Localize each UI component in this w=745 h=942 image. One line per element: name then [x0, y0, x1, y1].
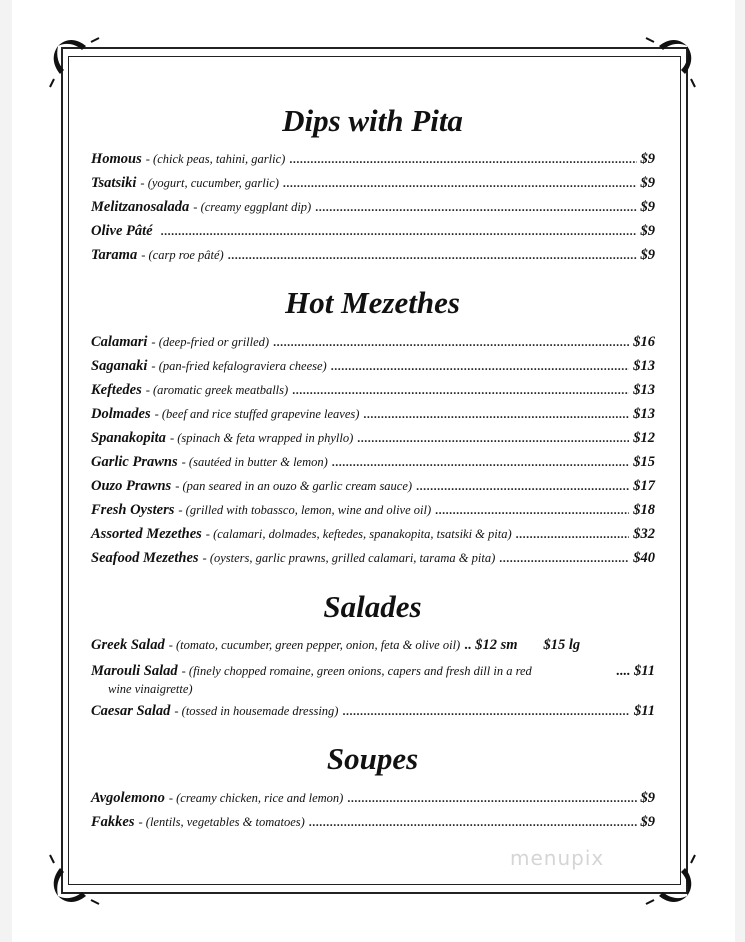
item-description: - (chick peas, tahini, garlic): [145, 152, 286, 166]
watermark: menupix: [510, 846, 605, 870]
leader-dots: [332, 451, 629, 473]
menu-item: [91, 196, 655, 218]
item-name: Marouli Salad: [91, 663, 178, 679]
menu-item: [91, 547, 655, 569]
item-description: - (tomato, cucumber, green pepper, onion, feta & olive oil): [168, 638, 461, 652]
leader-dots: [228, 244, 637, 266]
leader-dots: [315, 196, 636, 218]
menu-item: [91, 475, 655, 497]
item-price-small: $12 sm: [475, 637, 518, 653]
menu-item: [91, 787, 655, 809]
leader-dots: [357, 427, 629, 449]
menu-item: [91, 148, 655, 170]
item-name: Homous: [91, 151, 142, 167]
leader-dots: [342, 700, 630, 722]
leader-dots: ....: [616, 664, 631, 679]
leader-dots: [516, 523, 630, 545]
item-price: $13: [633, 406, 655, 422]
menu-item: [91, 220, 655, 242]
item-name: Spanakopita: [91, 430, 166, 446]
item-description: - (deep-fried or grilled): [151, 335, 270, 349]
corner-ornament-top-right: [629, 34, 699, 104]
corner-ornament-bottom-left: [46, 838, 116, 908]
leader-dots: [292, 379, 629, 401]
item-price: $17: [633, 478, 655, 494]
menu-item: [91, 634, 655, 656]
item-description-continued: wine vinaigrette): [108, 682, 193, 696]
item-price: $18: [633, 502, 655, 518]
item-name: Ouzo Prawns: [91, 478, 172, 494]
item-name: Melitzanosalada: [91, 199, 190, 215]
item-price: $32: [633, 526, 655, 542]
item-name: Caesar Salad: [91, 703, 171, 719]
item-price: $11: [634, 703, 655, 719]
menu-item: [91, 700, 655, 722]
item-description: - (creamy eggplant dip): [193, 200, 312, 214]
item-name: Saganaki: [91, 358, 148, 374]
item-price: $9: [640, 223, 655, 239]
item-description: - (creamy chicken, rice and lemon): [168, 791, 344, 805]
item-price: $9: [640, 814, 655, 830]
menu-item: [91, 660, 655, 682]
item-price: $16: [633, 334, 655, 350]
item-price: $11: [634, 663, 655, 679]
leader-dots: [435, 499, 629, 521]
leader-dots: [273, 331, 629, 353]
menu-item: [91, 451, 655, 473]
leader-dots: [283, 172, 637, 194]
leader-dots: [499, 547, 629, 569]
item-description: - (aromatic greek meatballs): [145, 383, 289, 397]
menu-item: [91, 331, 655, 353]
item-description: - (tossed in housemade dressing): [174, 704, 339, 718]
item-price: $9: [640, 247, 655, 263]
item-price: $13: [633, 358, 655, 374]
item-price: $12: [633, 430, 655, 446]
leader-dots: [331, 355, 630, 377]
item-name: Fresh Oysters: [91, 502, 175, 518]
menu-item: [91, 523, 655, 545]
leader-dots: [416, 475, 629, 497]
section-title-soupes: Soupes: [326, 741, 419, 776]
menu-item: [91, 379, 655, 401]
item-price: $9: [640, 175, 655, 191]
section-title-dips: Dips with Pita: [282, 103, 463, 138]
leader-dots: ..: [464, 638, 472, 653]
menu-item: [91, 172, 655, 194]
section-title-salades: Salades: [323, 589, 422, 624]
item-name: Tsatsiki: [91, 175, 137, 191]
section-title-hot-mezethes: Hot Mezethes: [285, 285, 460, 320]
item-name: Fakkes: [91, 814, 135, 830]
leader-dots: [363, 403, 629, 425]
menu-item: [91, 244, 655, 266]
item-name: Avgolemono: [91, 790, 165, 806]
item-price: $9: [640, 199, 655, 215]
menu-item: [91, 811, 655, 833]
item-name: Dolmades: [91, 406, 151, 422]
leader-dots: [347, 787, 636, 809]
menu-item: [91, 355, 655, 377]
leader-dots: [309, 811, 637, 833]
item-description: - (pan-fried kefalograviera cheese): [151, 359, 327, 373]
item-description: - (pan seared in an ouzo & garlic cream sauce): [175, 479, 413, 493]
item-price: $9: [640, 790, 655, 806]
leader-dots: [289, 148, 636, 170]
item-name: Seafood Mezethes: [91, 550, 199, 566]
item-name: Tarama: [91, 247, 138, 263]
item-description: - (carp roe pâté): [141, 248, 224, 262]
item-description: - (finely chopped romaine, green onions, capers and fresh dill in a red: [181, 664, 532, 678]
menu-item: [91, 499, 655, 521]
item-name: Greek Salad: [91, 637, 165, 653]
corner-ornament-top-left: [46, 34, 116, 104]
item-price: $13: [633, 382, 655, 398]
item-price: $9: [640, 151, 655, 167]
corner-ornament-bottom-right: [629, 838, 699, 908]
item-description: - (grilled with tobassco, lemon, wine and olive oil): [178, 503, 432, 517]
item-description: - (yogurt, cucumber, garlic): [140, 176, 279, 190]
item-name: Assorted Mezethes: [91, 526, 202, 542]
item-description: - (sautéed in butter & lemon): [181, 455, 328, 469]
item-description: - (oysters, garlic prawns, grilled calamari, tarama & pita): [202, 551, 496, 565]
item-description: - (beef and rice stuffed grapevine leaves): [154, 407, 360, 421]
item-price-large: $15 lg: [543, 637, 581, 653]
menu-item: [91, 403, 655, 425]
menu-item: [91, 427, 655, 449]
item-name: Keftedes: [91, 382, 142, 398]
item-name: Garlic Prawns: [91, 454, 178, 470]
item-description: - (spinach & feta wrapped in phyllo): [169, 431, 354, 445]
item-description: - (calamari, dolmades, keftedes, spanakopita, tsatsiki & pita): [205, 527, 512, 541]
item-name: Olive Pâté: [91, 223, 153, 239]
item-price: $40: [633, 550, 655, 566]
item-name: Calamari: [91, 334, 148, 350]
leader-dots: [161, 220, 637, 242]
item-description: - (lentils, vegetables & tomatoes): [138, 815, 305, 829]
item-price: $15: [633, 454, 655, 470]
